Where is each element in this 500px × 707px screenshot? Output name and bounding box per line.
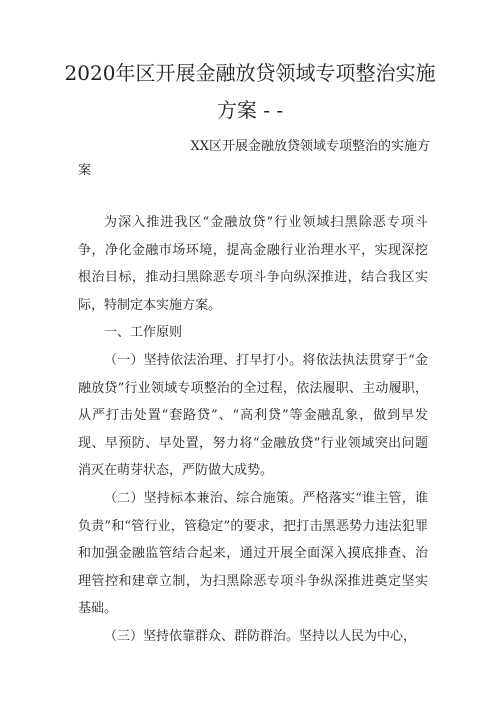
document-title-line-2: 方案 - - — [216, 98, 284, 122]
document-subtitle-line-1: XX区开展金融放贷领域专项整治的实施方 — [190, 139, 430, 154]
section-heading-work-principles: 一、工作原则 — [104, 325, 183, 340]
document-title-line-1: 2020年区开展金融放贷领域专项整治实施 — [64, 61, 436, 85]
principle-paragraph-2: （二）坚持标本兼治、综合施策。严格落实“谁主管，谁负责”和“管行业，管稳定”的要求，把打击黑恶势力违法犯罪和加强金融监管结合起来，通过开展全面深入摸底排查、治理管控和建章立制，为扫黑除恶专项斗争纵深推进奠定坚实基础。 — [78, 491, 428, 617]
intro-paragraph: 为深入推进我区“金融放贷”行业领域扫黑除恶专项斗争，净化金融市场环境，提高金融行业治理水平，实现深挖根治目标，推动扫黑除恶专项斗争向纵深推进，结合我区实际，特制定本实施方案。 — [78, 215, 428, 313]
document-subtitle-line-2: 案 — [78, 163, 92, 178]
principle-paragraph-1: （一）坚持依法治理、打早打小。将依法执法贯穿于“金融放贷”行业领域专项整治的全过程，依法履职、主动履职，从严打击处置“套路贷”、“高利贷”等金融乱象，做到早发现、早预防、早处置，努力将“金融放贷”行业领域突出问题消灭在萌芽状态，严防做大成势。 — [78, 353, 428, 479]
principle-paragraph-3: （三）坚持依靠群众、群防群治。坚持以人民为中心， — [104, 629, 417, 644]
